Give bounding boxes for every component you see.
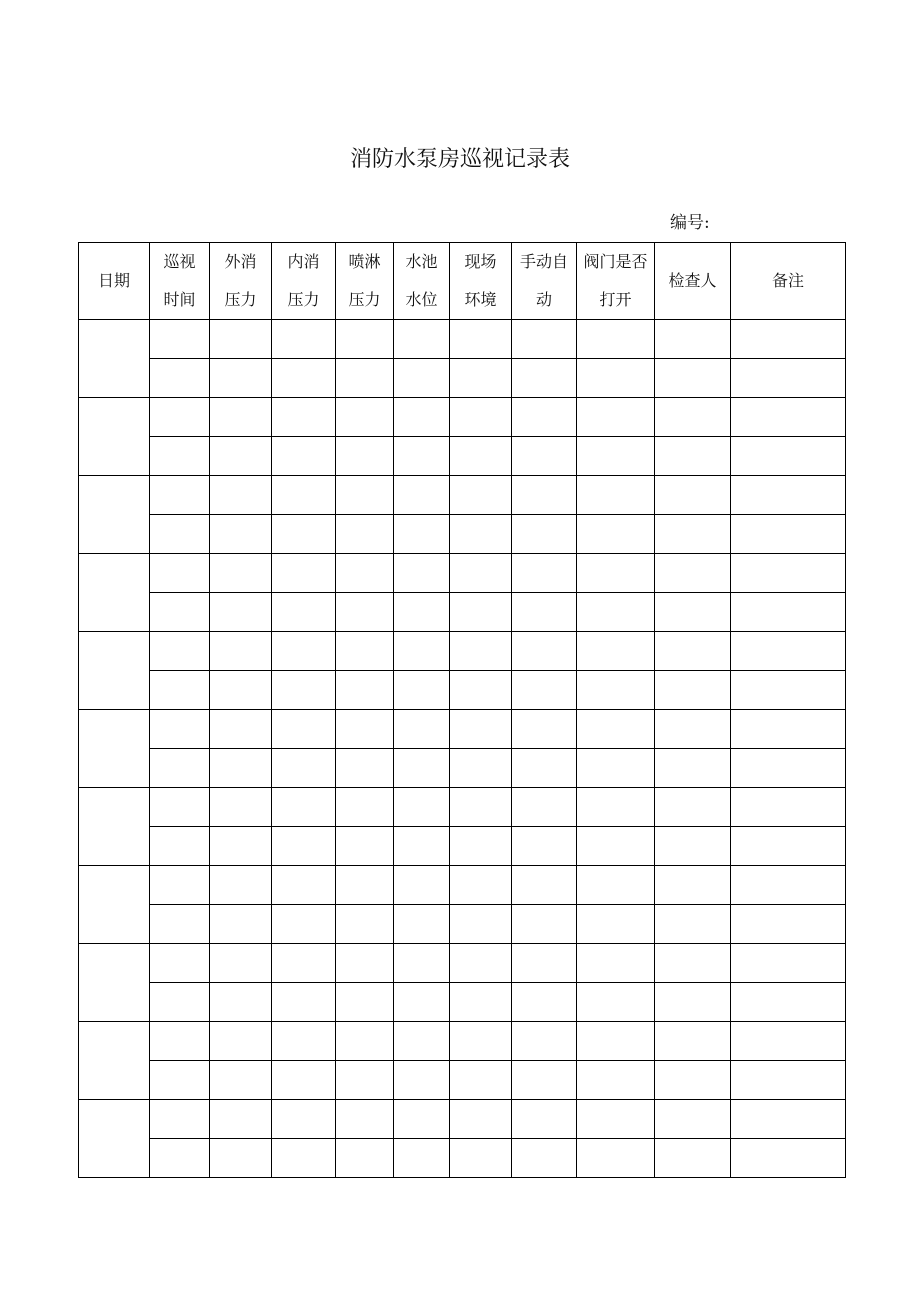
entry-cell[interactable] [394,671,450,710]
entry-cell[interactable] [512,944,577,983]
entry-cell[interactable] [731,788,846,827]
entry-cell[interactable] [577,983,655,1022]
entry-cell[interactable] [731,827,846,866]
entry-cell[interactable] [731,632,846,671]
date-cell[interactable] [79,1100,150,1178]
entry-cell[interactable] [450,671,512,710]
entry-cell[interactable] [512,1061,577,1100]
serial-number-label: 编号: [670,213,710,233]
entry-cell[interactable] [394,1139,450,1178]
entry-cell[interactable] [336,437,394,476]
entry-cell[interactable] [394,437,450,476]
entry-cell[interactable] [272,671,336,710]
entry-cell[interactable] [150,710,210,749]
table-row [79,788,846,827]
entry-cell[interactable] [512,983,577,1022]
date-cell[interactable] [79,1022,150,1100]
table-row [79,905,846,944]
entry-cell[interactable] [512,437,577,476]
date-cell[interactable] [79,710,150,788]
entry-cell[interactable] [577,593,655,632]
header-date: 日期 [79,243,150,320]
header-valve-open: 阀门是否 打开 [577,243,655,320]
table-row [79,749,846,788]
entry-cell[interactable] [150,1022,210,1061]
entry-cell[interactable] [394,710,450,749]
date-cell[interactable] [79,632,150,710]
entry-cell[interactable] [394,593,450,632]
entry-cell[interactable] [577,788,655,827]
entry-cell[interactable] [731,1061,846,1100]
entry-cell[interactable] [150,788,210,827]
entry-cell[interactable] [336,632,394,671]
entry-cell[interactable] [336,515,394,554]
entry-cell[interactable] [394,749,450,788]
entry-cell[interactable] [394,632,450,671]
table-row [79,1100,846,1139]
entry-cell[interactable] [150,515,210,554]
entry-cell[interactable] [450,1022,512,1061]
entry-cell[interactable] [210,554,272,593]
entry-cell[interactable] [272,710,336,749]
entry-cell[interactable] [336,866,394,905]
table-row [79,359,846,398]
entry-cell[interactable] [512,1100,577,1139]
entry-cell[interactable] [210,905,272,944]
entry-cell[interactable] [731,554,846,593]
entry-cell[interactable] [731,1100,846,1139]
date-cell[interactable] [79,398,150,476]
entry-cell[interactable] [655,320,731,359]
entry-cell[interactable] [336,593,394,632]
entry-cell[interactable] [272,1139,336,1178]
entry-cell[interactable] [450,905,512,944]
entry-cell[interactable] [731,398,846,437]
entry-cell[interactable] [272,398,336,437]
entry-cell[interactable] [655,983,731,1022]
entry-cell[interactable] [512,515,577,554]
entry-cell[interactable] [394,1061,450,1100]
entry-cell[interactable] [577,1139,655,1178]
entry-cell[interactable] [272,944,336,983]
entry-cell[interactable] [577,515,655,554]
entry-cell[interactable] [210,1022,272,1061]
date-cell[interactable] [79,320,150,398]
entry-cell[interactable] [336,983,394,1022]
entry-cell[interactable] [336,476,394,515]
entry-cell[interactable] [272,515,336,554]
entry-cell[interactable] [150,1061,210,1100]
entry-cell[interactable] [210,1061,272,1100]
entry-cell[interactable] [272,749,336,788]
entry-cell[interactable] [210,827,272,866]
entry-cell[interactable] [577,671,655,710]
entry-cell[interactable] [577,320,655,359]
entry-cell[interactable] [731,359,846,398]
table-row [79,593,846,632]
entry-cell[interactable] [394,983,450,1022]
entry-cell[interactable] [210,671,272,710]
entry-cell[interactable] [655,554,731,593]
entry-cell[interactable] [210,1139,272,1178]
entry-cell[interactable] [272,554,336,593]
header-patrol-time: 巡视 时间 [150,243,210,320]
entry-cell[interactable] [336,1022,394,1061]
table-row [79,632,846,671]
entry-cell[interactable] [731,866,846,905]
entry-cell[interactable] [577,632,655,671]
entry-cell[interactable] [731,476,846,515]
entry-cell[interactable] [210,749,272,788]
table-row [79,515,846,554]
entry-cell[interactable] [731,983,846,1022]
entry-cell[interactable] [210,788,272,827]
entry-cell[interactable] [655,671,731,710]
entry-cell[interactable] [655,905,731,944]
entry-cell[interactable] [272,1061,336,1100]
header-remarks: 备注 [731,243,846,320]
entry-cell[interactable] [577,905,655,944]
entry-cell[interactable] [210,1100,272,1139]
entry-cell[interactable] [512,320,577,359]
entry-cell[interactable] [210,710,272,749]
entry-cell[interactable] [655,1139,731,1178]
entry-cell[interactable] [577,398,655,437]
entry-cell[interactable] [394,866,450,905]
table-body [79,320,846,1178]
entry-cell[interactable] [336,1061,394,1100]
entry-cell[interactable] [577,749,655,788]
entry-cell[interactable] [394,398,450,437]
entry-cell[interactable] [336,905,394,944]
entry-cell[interactable] [655,1061,731,1100]
entry-cell[interactable] [150,905,210,944]
entry-cell[interactable] [577,710,655,749]
entry-cell[interactable] [336,671,394,710]
entry-cell[interactable] [512,476,577,515]
entry-cell[interactable] [450,554,512,593]
entry-cell[interactable] [655,866,731,905]
entry-cell[interactable] [336,320,394,359]
entry-cell[interactable] [210,437,272,476]
entry-cell[interactable] [336,944,394,983]
entry-cell[interactable] [450,437,512,476]
entry-cell[interactable] [394,554,450,593]
entry-cell[interactable] [450,515,512,554]
entry-cell[interactable] [512,632,577,671]
date-cell[interactable] [79,554,150,632]
entry-cell[interactable] [210,359,272,398]
page-title: 消防水泵房巡视记录表 [349,147,570,172]
table-row [79,554,846,593]
entry-cell[interactable] [450,632,512,671]
entry-cell[interactable] [450,398,512,437]
entry-cell[interactable] [150,359,210,398]
entry-cell[interactable] [512,1022,577,1061]
header-site-environment: 现场 环境 [450,243,512,320]
entry-cell[interactable] [450,827,512,866]
entry-cell[interactable] [512,749,577,788]
entry-cell[interactable] [272,476,336,515]
entry-cell[interactable] [272,632,336,671]
entry-cell[interactable] [272,866,336,905]
entry-cell[interactable] [577,476,655,515]
entry-cell[interactable] [210,476,272,515]
header-manual-auto: 手动自 动 [512,243,577,320]
table-row [79,983,846,1022]
entry-cell[interactable] [272,1100,336,1139]
table-row [79,1061,846,1100]
entry-cell[interactable] [450,476,512,515]
entry-cell[interactable] [272,905,336,944]
entry-cell[interactable] [210,866,272,905]
entry-cell[interactable] [731,749,846,788]
entry-cell[interactable] [512,827,577,866]
entry-cell[interactable] [336,359,394,398]
entry-cell[interactable] [655,710,731,749]
entry-cell[interactable] [450,1139,512,1178]
entry-cell[interactable] [336,749,394,788]
entry-cell[interactable] [210,320,272,359]
entry-cell[interactable] [577,437,655,476]
entry-cell[interactable] [150,476,210,515]
entry-cell[interactable] [272,788,336,827]
header-sprinkler-pressure: 喷淋 压力 [336,243,394,320]
entry-cell[interactable] [394,827,450,866]
entry-cell[interactable] [577,866,655,905]
entry-cell[interactable] [731,593,846,632]
entry-cell[interactable] [150,632,210,671]
entry-cell[interactable] [655,827,731,866]
entry-cell[interactable] [450,944,512,983]
entry-cell[interactable] [655,1100,731,1139]
entry-cell[interactable] [577,554,655,593]
date-cell[interactable] [79,944,150,1022]
table-row [79,398,846,437]
entry-cell[interactable] [655,749,731,788]
entry-cell[interactable] [655,437,731,476]
header-tank-water-level: 水池 水位 [394,243,450,320]
inspection-log-table [78,242,846,1178]
entry-cell[interactable] [150,320,210,359]
entry-cell[interactable] [394,320,450,359]
entry-cell[interactable] [655,398,731,437]
entry-cell[interactable] [450,1061,512,1100]
header-inspector: 检查人 [655,243,731,320]
entry-cell[interactable] [731,515,846,554]
entry-cell[interactable] [150,944,210,983]
entry-cell[interactable] [150,1139,210,1178]
entry-cell[interactable] [336,710,394,749]
entry-cell[interactable] [394,1022,450,1061]
date-cell[interactable] [79,476,150,554]
entry-cell[interactable] [272,320,336,359]
entry-cell[interactable] [577,1022,655,1061]
entry-cell[interactable] [577,359,655,398]
entry-cell[interactable] [150,437,210,476]
table-row [79,671,846,710]
entry-cell[interactable] [150,671,210,710]
entry-cell[interactable] [512,788,577,827]
entry-cell[interactable] [577,944,655,983]
entry-cell[interactable] [150,827,210,866]
entry-cell[interactable] [731,710,846,749]
header-outdoor-hydrant-pressure: 外消 压力 [210,243,272,320]
table-row [79,866,846,905]
header-indoor-hydrant-pressure: 内消 压力 [272,243,336,320]
entry-cell[interactable] [655,593,731,632]
entry-cell[interactable] [655,944,731,983]
entry-cell[interactable] [450,1100,512,1139]
entry-cell[interactable] [272,359,336,398]
entry-cell[interactable] [512,671,577,710]
entry-cell[interactable] [655,1022,731,1061]
table-row [79,944,846,983]
entry-cell[interactable] [450,710,512,749]
entry-cell[interactable] [450,593,512,632]
table-row [79,1139,846,1178]
entry-cell[interactable] [731,1022,846,1061]
table-row [79,476,846,515]
entry-cell[interactable] [450,320,512,359]
entry-cell[interactable] [450,788,512,827]
entry-cell[interactable] [336,827,394,866]
entry-cell[interactable] [150,866,210,905]
entry-cell[interactable] [450,866,512,905]
entry-cell[interactable] [272,1022,336,1061]
entry-cell[interactable] [336,398,394,437]
entry-cell[interactable] [272,437,336,476]
entry-cell[interactable] [336,788,394,827]
entry-cell[interactable] [577,1061,655,1100]
entry-cell[interactable] [394,359,450,398]
entry-cell[interactable] [210,944,272,983]
entry-cell[interactable] [655,476,731,515]
entry-cell[interactable] [577,1100,655,1139]
entry-cell[interactable] [512,398,577,437]
table-row [79,320,846,359]
entry-cell[interactable] [731,671,846,710]
entry-cell[interactable] [450,359,512,398]
entry-cell[interactable] [210,515,272,554]
entry-cell[interactable] [512,866,577,905]
entry-cell[interactable] [655,515,731,554]
table-row [79,827,846,866]
entry-cell[interactable] [150,554,210,593]
entry-cell[interactable] [731,1139,846,1178]
entry-cell[interactable] [272,827,336,866]
entry-cell[interactable] [731,905,846,944]
entry-cell[interactable] [512,554,577,593]
entry-cell[interactable] [150,983,210,1022]
entry-cell[interactable] [394,515,450,554]
entry-cell[interactable] [450,749,512,788]
table-row [79,1022,846,1061]
entry-cell[interactable] [394,788,450,827]
entry-cell[interactable] [150,593,210,632]
entry-cell[interactable] [150,398,210,437]
entry-cell[interactable] [655,359,731,398]
header-row [79,243,846,320]
entry-cell[interactable] [731,944,846,983]
entry-cell[interactable] [210,593,272,632]
entry-cell[interactable] [272,983,336,1022]
entry-cell[interactable] [655,788,731,827]
entry-cell[interactable] [512,359,577,398]
entry-cell[interactable] [394,1100,450,1139]
entry-cell[interactable] [150,1100,210,1139]
entry-cell[interactable] [210,632,272,671]
entry-cell[interactable] [394,476,450,515]
entry-cell[interactable] [512,905,577,944]
entry-cell[interactable] [210,983,272,1022]
table-row [79,437,846,476]
entry-cell[interactable] [731,437,846,476]
entry-cell[interactable] [210,398,272,437]
table-row [79,710,846,749]
entry-cell[interactable] [512,593,577,632]
date-cell[interactable] [79,866,150,944]
entry-cell[interactable] [150,749,210,788]
entry-cell[interactable] [655,632,731,671]
entry-cell[interactable] [272,593,336,632]
entry-cell[interactable] [394,944,450,983]
entry-cell[interactable] [336,1139,394,1178]
entry-cell[interactable] [731,320,846,359]
entry-cell[interactable] [577,827,655,866]
entry-cell[interactable] [512,710,577,749]
entry-cell[interactable] [394,905,450,944]
entry-cell[interactable] [336,1100,394,1139]
entry-cell[interactable] [512,1139,577,1178]
entry-cell[interactable] [450,983,512,1022]
entry-cell[interactable] [336,554,394,593]
date-cell[interactable] [79,788,150,866]
